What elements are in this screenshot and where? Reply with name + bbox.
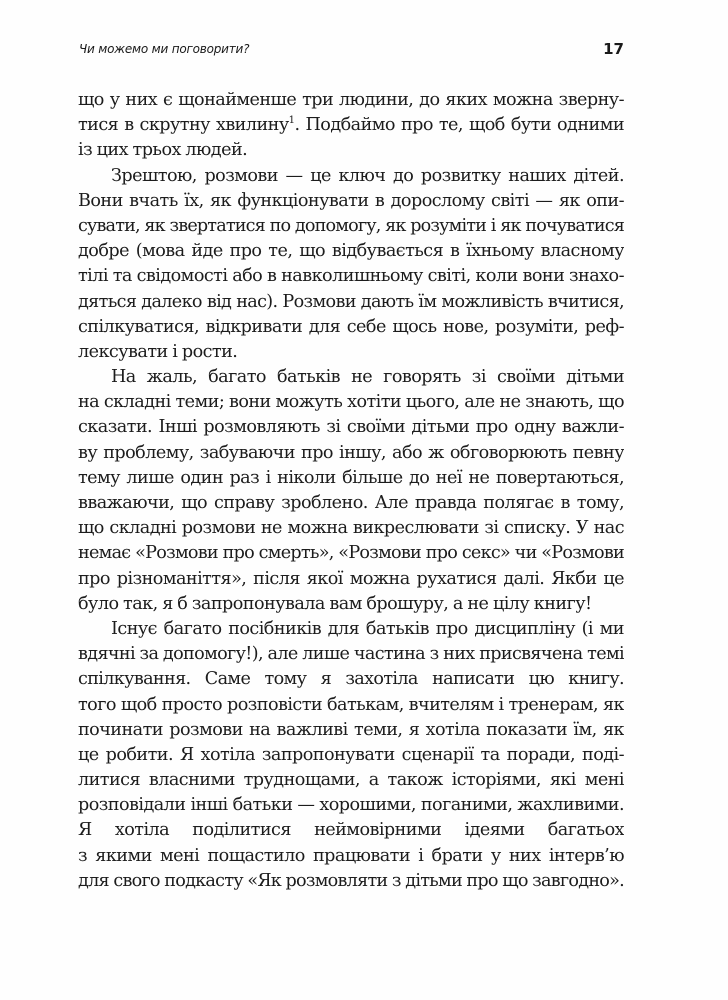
text-line: тілі та свідомості або в навколишньому світі, коли вони знахо- — [78, 266, 624, 287]
text-line: На жаль, багато батьків не говорять зі своїми дітьми — [111, 367, 624, 388]
text-line: розповідали інші батьки — хорошими, поганими, жахливими. — [78, 795, 624, 816]
text-line: спілкуватися, відкривати для себе щось нове, розуміти, реф- — [78, 316, 624, 337]
paragraph — [78, 88, 624, 164]
text-line: дяться далеко від нас). Розмови дають їм можливість вчитися, — [78, 291, 624, 312]
text-line: це робити. Я хотіла запропонувати сценарії та поради, поді- — [78, 744, 624, 765]
text-line: Зрештою, розмови — це ключ до розвитку наших дітей. — [111, 165, 624, 186]
text-line — [78, 113, 624, 138]
paragraph — [78, 617, 624, 894]
text-line: вважаючи, що справу зроблено. Але правда полягає в тому, — [78, 493, 624, 513]
text-line: литися власними труднощами, а також історіями, які мені — [78, 770, 624, 791]
text-line: із цих трьох людей. — [78, 140, 248, 161]
text-line: сувати, як звертатися по допомогу, як розуміти і як почуватися — [78, 215, 624, 236]
text-fragment: тися в скрутну хвилину — [78, 115, 289, 136]
text-line: що у них є щонайменше три людини, до яких можна зверну- — [78, 90, 624, 110]
text-line: того щоб просто розповісти батькам, вчителям і тренерам, як — [78, 694, 624, 715]
text-line: для свого подкасту «Як розмовляти з дітьми про що завгодно». — [78, 870, 624, 891]
text-line: спілкування. Саме тому я захотіла написати цю книгу. — [78, 669, 624, 690]
text-fragment: . Подбаймо про те, щоб бути одними — [294, 115, 624, 136]
page-number: 17 — [603, 40, 624, 58]
text-line: що складні розмови не можна викреслювати зі списку. У нас — [78, 518, 624, 539]
text-line: лексувати і рости. — [78, 341, 238, 362]
paragraph — [78, 164, 624, 366]
text-line: було так, я б запропонувала вам брошуру, а не цілу книгу! — [78, 593, 592, 614]
text-line: вдячні за допомогу!), але лише частина з них присвячена темі — [78, 644, 624, 665]
text-line: Вони вчать їх, як функціонувати в дорослому світі — як опи- — [78, 190, 624, 211]
text-line: Я хотіла поділитися неймовірними ідеями багатьох — [78, 820, 624, 841]
text-line: з якими мені пощастило працювати і брати у них інтерв’ю — [78, 845, 624, 866]
running-header — [79, 42, 624, 62]
text-line: добре (мова йде про те, що відбувається в їхньому власному — [78, 241, 624, 262]
text-line: сказати. Інші розмовляють зі своїми дітьми про одну важли- — [78, 417, 624, 438]
text-line: на складні теми; вони можуть хотіти цього, але не знають, що — [78, 392, 624, 413]
text-line: про різноманіття», після якої можна рухатися далі. Якби це — [78, 568, 624, 589]
text-line: Існує багато посібників для батьків про дисципліну (і ми — [111, 618, 624, 639]
text-line: починати розмови на важливі теми, я хотіла показати їм, як — [78, 719, 624, 740]
text-line: тему лише один раз і ніколи більше до неї не повертаються, — [78, 467, 624, 488]
footnote-marker[interactable]: 1 — [288, 115, 295, 127]
text-line: немає «Розмови про смерть», «Розмови про секс» чи «Розмови — [78, 543, 624, 564]
running-title: Чи можемо ми поговорити? — [79, 42, 250, 56]
body-text — [78, 88, 624, 894]
text-line: ву проблему, забуваючи про іншу, або ж обговорюють певну — [78, 442, 624, 463]
paragraph — [78, 365, 624, 617]
